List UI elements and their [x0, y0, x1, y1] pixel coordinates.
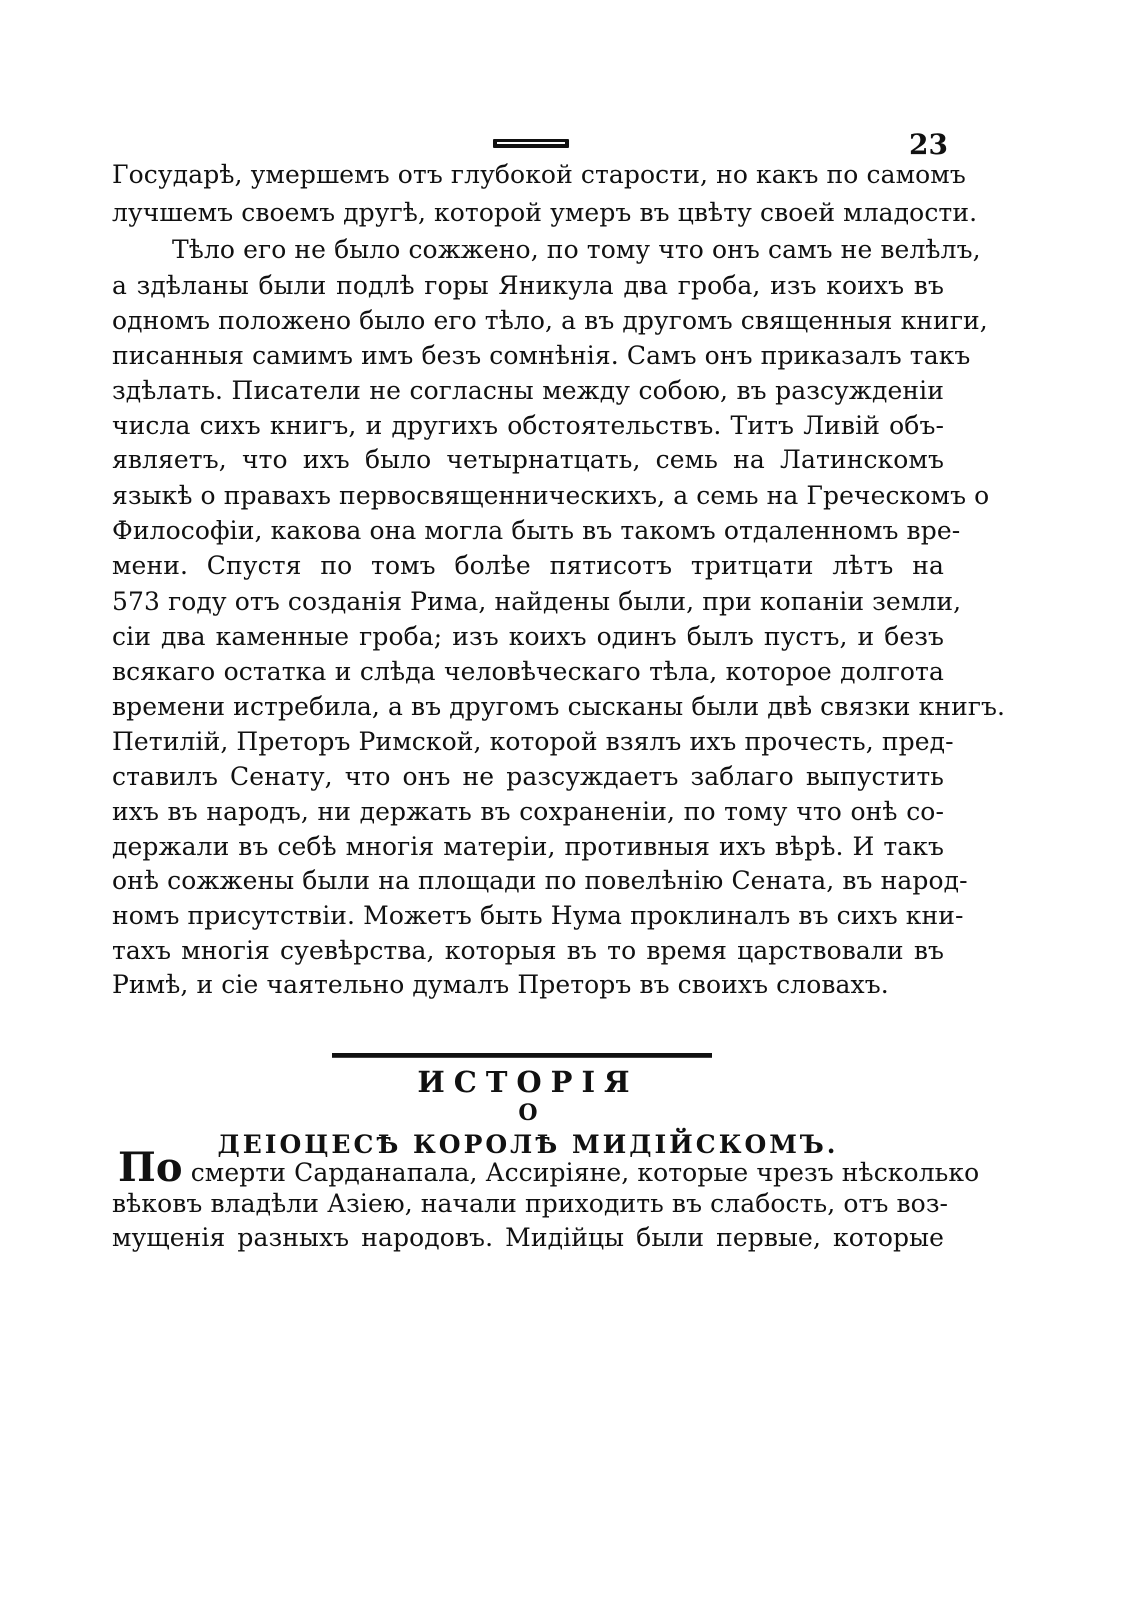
- text-line: числа сихъ книгъ, и другихъ обстоятельствъ. Титъ Ливій объ-: [112, 411, 944, 440]
- text-line: Римѣ, и сіе чаятельно думалъ Преторъ въ своихъ словахъ.: [112, 970, 889, 999]
- text-line: 573 году отъ созданія Рима, найдены были, при копаніи земли,: [112, 587, 962, 616]
- header-ornament: [493, 139, 569, 148]
- text-line: лучшемъ своемъ другѣ, которой умеръ въ цвѣту своей младости.: [112, 198, 978, 227]
- text-line: номъ присутствіи. Можетъ быть Нума проклиналъ въ сихъ кни-: [112, 901, 964, 930]
- text-line: времени истребила, а въ другомъ сысканы были двѣ связки книгъ.: [112, 692, 1006, 721]
- section-subtitle: ДЕІОЦЕСѢ КОРОЛѢ МИДІЙСКОМЪ.: [217, 1130, 839, 1159]
- text-line: мени. Спустя по томъ болѣе пятисотъ тритцати лѣтъ на: [112, 551, 944, 580]
- text-line: ихъ въ народъ, ни держать въ сохраненіи, по тому что онѣ со-: [112, 797, 944, 826]
- text-line: здѣлать. Писатели не согласны между собою, въ разсужденіи: [112, 376, 944, 405]
- page-number: 23: [909, 128, 948, 161]
- text-line: Петилій, Преторъ Римской, которой взялъ ихъ прочесть, пред-: [112, 727, 954, 756]
- text-line: Тѣло его не было сожжено, по тому что онъ самъ не велѣлъ,: [172, 235, 981, 264]
- text-line: Философіи, какова она могла быть въ такомъ отдаленномъ вре-: [112, 516, 961, 545]
- drop-cap: По: [118, 1144, 183, 1191]
- text-line: всякаго остатка и слѣда человѣческаго тѣла, которое долгота: [112, 657, 944, 686]
- text-line: писанныя самимъ имъ безъ сомнѣнія. Самъ онъ приказалъ такъ: [112, 341, 971, 370]
- text-line: держали въ себѣ многія матеріи, противныя ихъ вѣрѣ. И такъ: [112, 832, 944, 861]
- text-line: тахъ многія суевѣрства, которыя въ то время царствовали въ: [112, 936, 944, 965]
- section-divider: [332, 1053, 712, 1057]
- section-title-connector: О: [518, 1100, 538, 1126]
- text-line: одномъ положено было его тѣло, а въ другомъ священныя книги,: [112, 306, 988, 335]
- section-title: ИСТОРІЯ: [417, 1065, 639, 1099]
- text-line: языкѣ о правахъ первосвященническихъ, а семь на Греческомъ о: [112, 481, 990, 510]
- text-line: являетъ, что ихъ было четырнатцать, семь на Латинскомъ: [112, 445, 944, 474]
- text-line: вѣковъ владѣли Азіею, начали приходить въ слабость, отъ воз-: [112, 1189, 949, 1218]
- text-line: онѣ сожжены были на площади по повелѣнію Сената, въ народ-: [112, 866, 968, 895]
- text-line: мущенія разныхъ народовъ. Мидійцы были первые, которые: [112, 1223, 944, 1252]
- text-line: Государѣ, умершемъ отъ глубокой старости, но какъ по самомъ: [112, 160, 966, 189]
- text-line-rest: смерти Сарданапала, Ассиріяне, которые чрезъ нѣсколько: [182, 1158, 980, 1187]
- text-line: а здѣланы были подлѣ горы Яникула два гроба, изъ коихъ въ: [112, 271, 944, 300]
- text-line: сіи два каменные гроба; изъ коихъ одинъ былъ пустъ, и безъ: [112, 622, 944, 651]
- text-line: ставилъ Сенату, что онъ не разсуждаетъ заблаго выпустить: [112, 762, 944, 791]
